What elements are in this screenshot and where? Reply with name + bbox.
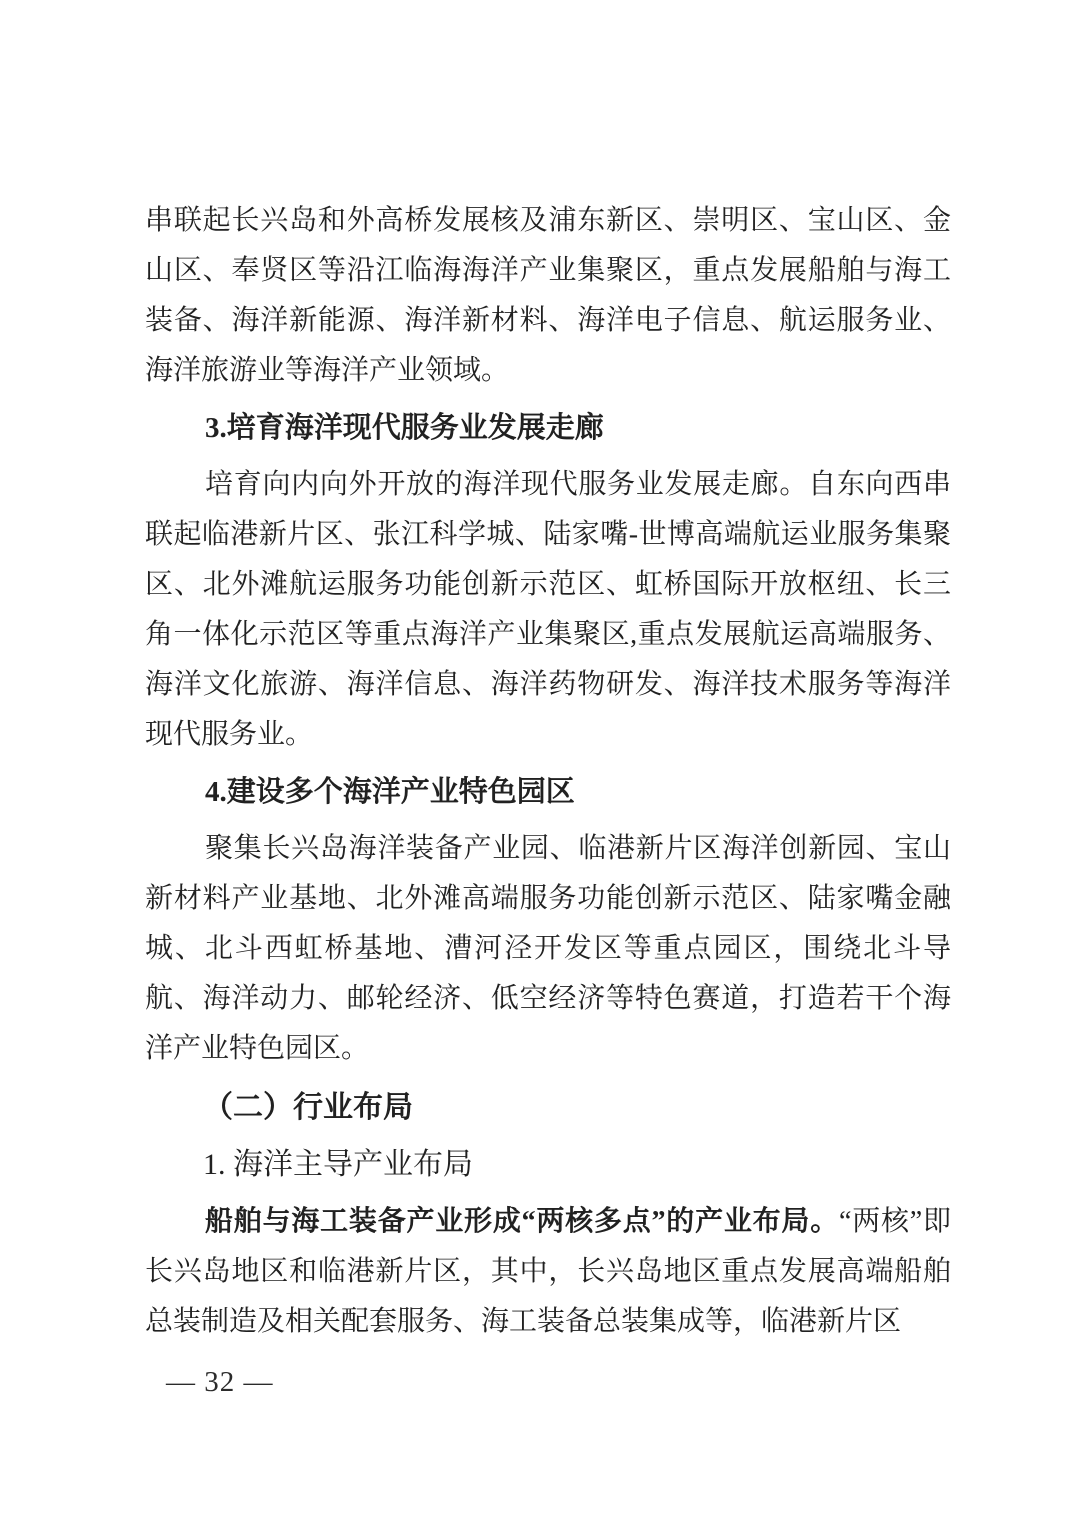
section-heading-industry-layout: （二）行业布局 (203, 1091, 413, 1124)
heading-4-marine-industry-parks: 4.建设多个海洋产业特色园区 (205, 776, 575, 808)
sub-heading-leading-industry-layout: 1. 海洋主导产业布局 (203, 1148, 473, 1181)
page-number: — 32 — (166, 1366, 274, 1398)
heading-3-marine-modern-services-corridor: 3.培育海洋现代服务业发展走廊 (205, 412, 604, 444)
paragraph-shipbuilding-layout (145, 1197, 951, 1347)
paragraph-rest-text: “两核”即长兴岛地区和临港新片区，其中，长兴岛地区重点发展高端船舶总装制造及相关配套服务、海工装备总装集成等，临港新片区 (145, 1206, 951, 1337)
document-body (145, 196, 951, 1347)
paragraph-continuation: 串联起长兴岛和外高桥发展核及浦东新区、崇明区、宝山区、金山区、奉贤区等沿江临海海洋产业集聚区，重点发展船舶与海工装备、海洋新能源、海洋新材料、海洋电子信息、航运服务业、海洋旅游业等海洋产业领域。 (145, 205, 951, 386)
paragraph-services-corridor: 培育向内向外开放的海洋现代服务业发展走廊。自东向西串联起临港新片区、张江科学城、陆家嘴-世博高端航运业服务集聚区、北外滩航运服务功能创新示范区、虹桥国际开放枢纽、长三角一体化示范区等重点海洋产业集聚区,重点发展航运高端服务、海洋文化旅游、海洋信息、海洋药物研发、海洋技术服务等海洋现代服务业。 (145, 469, 951, 750)
paragraph-industry-parks: 聚集长兴岛海洋装备产业园、临港新片区海洋创新园、宝山新材料产业基地、北外滩高端服务功能创新示范区、陆家嘴金融城、北斗西虹桥基地、漕河泾开发区等重点园区，围绕北斗导航、海洋动力、邮轮经济、低空经济等特色赛道，打造若干个海洋产业特色园区。 (145, 833, 951, 1064)
paragraph-lead-bold-text: 船舶与海工装备产业形成“两核多点”的产业布局。 (205, 1206, 839, 1237)
